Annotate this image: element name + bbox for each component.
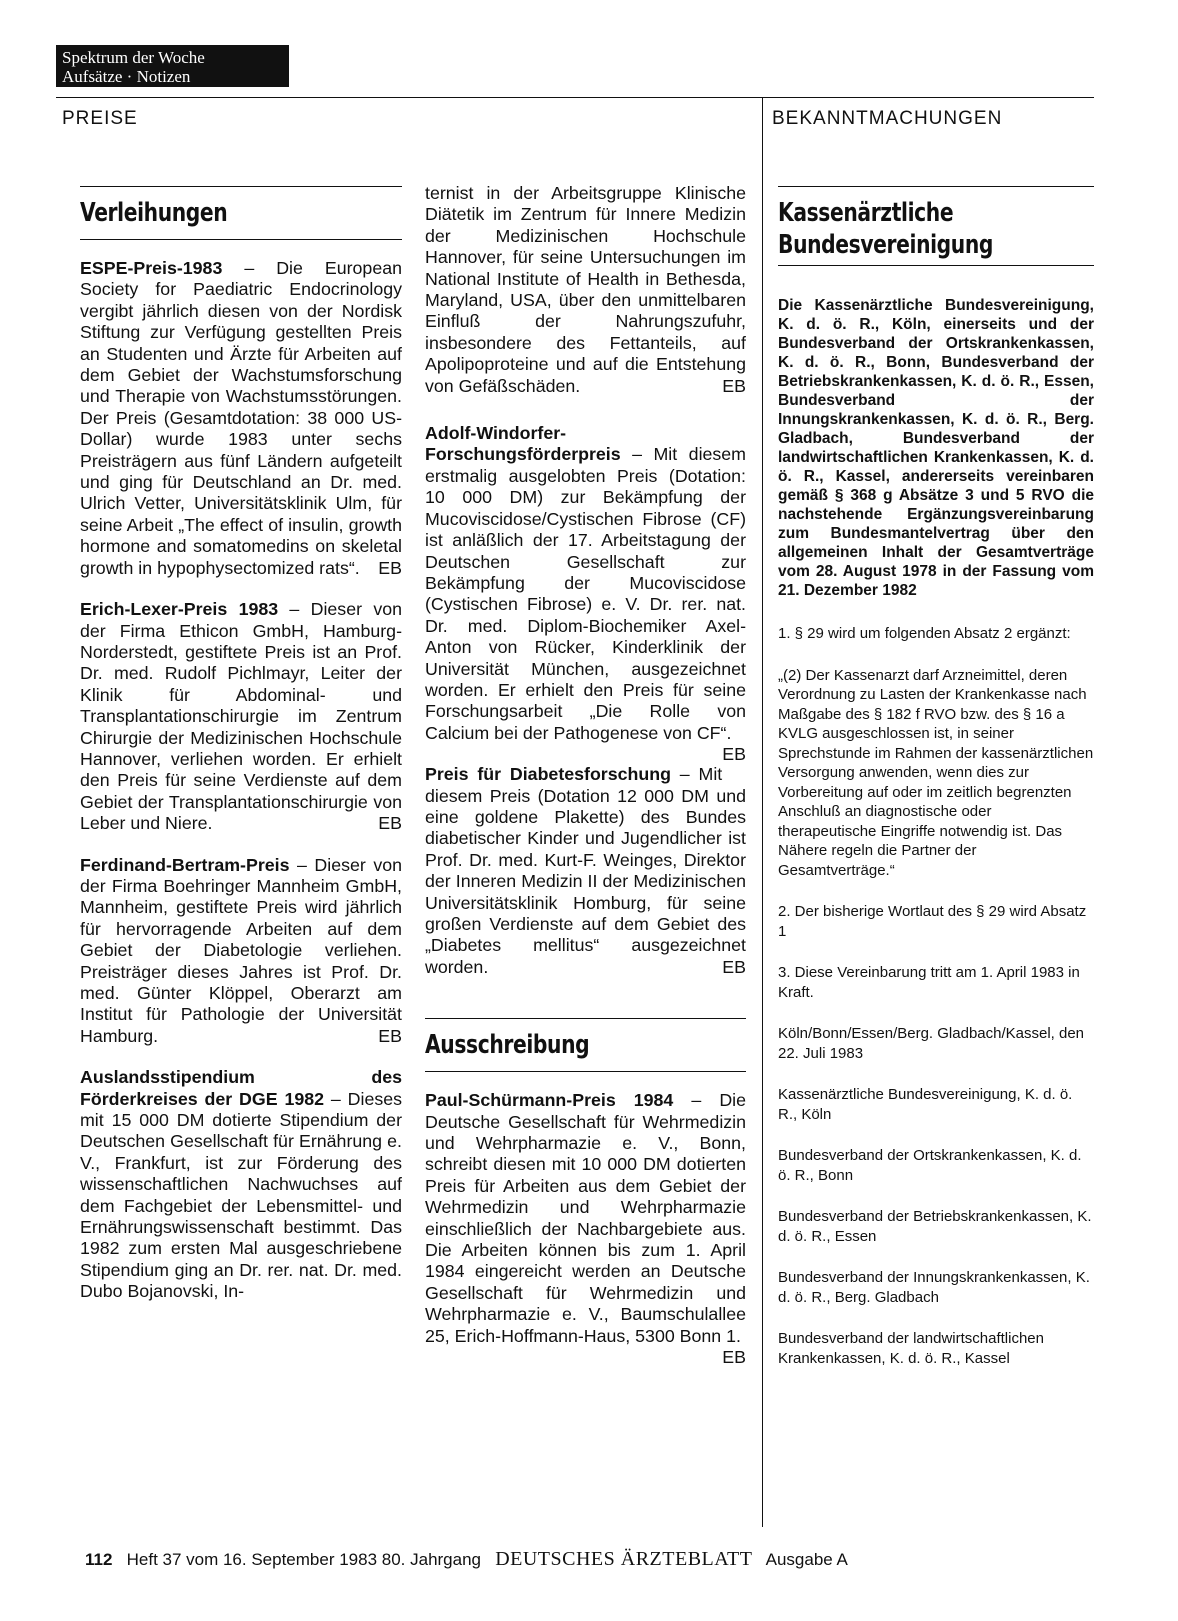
author-initials: EB [722, 1347, 746, 1368]
page-number: 112 [85, 1550, 113, 1569]
heading-line-1: Kassenärztliche [778, 198, 954, 228]
article-diabetes [425, 764, 746, 978]
article-title: Erich-Lexer-Preis 1983 [80, 599, 279, 620]
header-line-2: Aufsätze · Notizen [62, 67, 191, 86]
rule [778, 186, 1094, 187]
signatory-aok: Bundesverband der Ortskrankenkassen, K. d. ö. R., Bonn [778, 1147, 1082, 1184]
article-text: – Die Deutsche Gesellschaft für Wehrmedizin und Wehrpharmazie e. V., Bonn, schreibt diesen mit 10 000 DM dotierten Preis für Arbeiten aus dem Gebiet der Wehrmedizin und Wehrpharmazie einschließlich der Nachbargebiete aus. Die Arbeiten können bis zum 1. April 1984 eingereicht werden an Deutsche Gesellschaft für Wehrmedizin und Wehrpharmazie e. V., Baumschulallee 25, Erich-Hoffmann-Haus, 5300 Bonn 1. [425, 1090, 747, 1346]
article-bertram [80, 855, 402, 1048]
rule [778, 265, 1094, 266]
footer [85, 1548, 848, 1571]
author-initials: EB [722, 956, 746, 977]
heading-kbv [778, 197, 1024, 261]
article-text: – Mit diesem Preis (Dotation 12 000 DM und eine goldene Plakette) des Bundes diabetischer Kinder und Jugendlicher ist Prof. Dr. med. Kurt-F. Weinges, Direktor der Inneren Medizin II der Medizinischen Universitätsklinik Homburg, für seine großen Verdienste auf dem Gebiet des „Diabetes mellitus“ ausgezeichnet worden. [425, 764, 746, 977]
issue-info: Heft 37 vom 16. September 1983 80. Jahrgang [126, 1550, 482, 1569]
article-espe [80, 258, 402, 579]
heading-line-2: Bundesvereinigung [778, 230, 994, 260]
article-text: – Dieser von der Firma Boehringer Mannheim GmbH, Mannheim, gestiftete Preis wird jährlich für hervorragende Arbeiten auf dem Gebiet der Diabetologie verliehen. Preisträger dieses Jahres ist Prof. Dr. med. Günter Klöppel, Oberarzt am Institut für Pathologie der Universität Hamburg. [80, 854, 402, 1046]
author-initials: EB [722, 375, 746, 396]
signatory-lkk: Bundesverband der landwirtschaftlichen Krankenkassen, K. d. ö. R., Kassel [778, 1330, 1044, 1367]
column-divider [762, 97, 763, 1527]
article-text: – Die European Society for Paediatric Endocrinology vergibt jährlich diesen von der Nordisk Stiftung zur Verfügung gestellten Preis an Studenten und Ärzte für Arbeiten auf dem Gebiet der Wachstumsforschung und Therapie von Wachstumsstörungen. Der Preis (Gesamtdotation: 38 000 US-Dollar) wurde 1983 unter sechs Preisträgern aus fünf Ländern aufgeteilt und ging für Deutschland an Dr. med. Ulrich Vetter, Universitätsklinik Ulm, für seine Arbeit „The effect of insulin, growth hormone and somatomedins on skeletal growth in hypophysectomized rats“. [80, 258, 402, 578]
signatory-bkk: Bundesverband der Betriebskrankenkassen, K. d. ö. R., Essen [778, 1208, 1092, 1245]
clause-2: 2. Der bisherige Wortlaut des § 29 wird Absatz 1 [778, 903, 1087, 940]
rule [80, 186, 402, 187]
article-title: Ferdinand-Bertram-Preis [80, 854, 290, 875]
article-windorfer [425, 423, 746, 765]
article-title: Paul-Schürmann-Preis 1984 [425, 1090, 674, 1111]
author-initials: EB [378, 1025, 402, 1046]
label-bekanntmachungen: BEKANNTMACHUNGEN [772, 108, 1003, 129]
column-3 [778, 186, 1094, 1390]
place-date: Köln/Bonn/Essen/Berg. Gladbach/Kassel, den 22. Juli 1983 [778, 1025, 1085, 1062]
article-text: – Dieses mit 15 000 DM dotierte Stipendium der Deutschen Gesellschaft für Ernährung e. V., Frankfurt, ist zur Förderung des wissenschaftlichen Nachwuchses auf dem Fachgebiet der Lebensmittel- und Ernährungswissenschaft bestimmt. Das 1982 zum ersten Mal ausgeschriebene Stipendium ging an Dr. rer. nat. Dr. med. Dubo Bojanovski, In- [80, 1088, 403, 1302]
article-text: ternist in der Arbeitsgruppe Klinische Diätetik im Zentrum für Innere Medizin der Medizinischen Hochschule Hannover, für seine Untersuchungen im National Institute of Health in Bethesda, Maryland, USA, über den unmittelbaren Einfluß der Nahrungszufuhr, insbesondere des Fettanteils, auf Apolipoproteine und auf die Entstehung von Gefäßschäden. [425, 183, 746, 396]
header-line-1: Spektrum der Woche [62, 48, 205, 67]
author-initials: EB [722, 744, 746, 765]
section-header-box [56, 45, 289, 87]
article-text: – Mit diesem erstmalig ausgelobten Preis (Dotation: 10 000 DM) zur Bekämpfung der Mucoviscidose/Cystischen Fibrose (CF) ist anläßlich der 17. Arbeitstagung der Deutschen Gesellschaft zur Bekämpfung der Mucoviscidose (Cystischen Fibrose) e. V. Dr. rer. nat. Dr. med. Diplom-Biochemiker Axel-Anton von Rücker, Kinderklinik der Universität München, ausgezeichnet worden. Er erhielt den Preis für seine Forschungsarbeit „Die Rolle von Calcium bei der Pathogenese von CF“. [425, 444, 746, 743]
article-lexer [80, 599, 402, 834]
article-dge [80, 1067, 402, 1302]
rule [425, 1071, 746, 1072]
article-text: – Dieser von der Firma Ethicon GmbH, Hamburg-Norderstedt, gestiftete Preis ist an Prof. Dr. med. Rudolf Pichlmayr, Leiter der Klinik für Abdominal- und Transplantationschirurgie im Zentrum Chirurgie der Medizinischen Hochschule Hannover, verliehen worden. Er erhielt den Preis für seine Verdienste auf dem Gebiet der Transplantationschirurgie von Leber und Niere. [80, 599, 402, 834]
intro-text: Die Kassenärztliche Bundesvereinigung, K. d. ö. R., Köln, einerseits und der Bundesverband der Ortskrankenkassen, K. d. ö. R., Bonn, Bundesverband der Betriebskrankenkassen, K. d. ö. R., Essen, Bundesverband der Innungskrankenkassen, K. d. ö. R., Berg. Gladbach, Bundesverband der landwirtschaftlichen Krankenkassen, K. d. ö. R., Kassel, andererseits vereinbaren gemäß § 368 g Absätze 3 und 5 RVO die nachstehende Ergänzungsvereinbarung zum Bundesmantelvertrag über den allgemeinen Inhalt der Gesamtverträge vom 28. August 1978 in der Fassung vom 21. Dezember 1982 [778, 297, 1094, 599]
author-initials: EB [378, 557, 402, 578]
article-title: Auslandsstipendium des Förderkreises der DGE 1982 [80, 1067, 402, 1109]
rule [80, 239, 402, 240]
signatory-kbv: Kassenärztliche Bundesvereinigung, K. d. ö. R., Köln [778, 1086, 1073, 1123]
article-title: ESPE-Preis-1983 [80, 258, 223, 278]
article-schuermann [425, 1090, 747, 1368]
signatory-ikk: Bundesverband der Innungskrankenkassen, K. d. ö. R., Berg. Gladbach [778, 1269, 1090, 1306]
article-title: Preis für Diabetesforschung [425, 764, 671, 785]
column-1 [80, 186, 402, 1323]
edition: Ausgabe A [765, 1550, 848, 1569]
label-preise: PREISE [62, 108, 138, 129]
column-2 [425, 183, 746, 1369]
top-rule [56, 97, 1094, 98]
article-title: Adolf-Windorfer-Forschungsförderpreis [425, 423, 621, 465]
clause-1: 1. § 29 wird um folgenden Absatz 2 ergänzt: [778, 625, 1071, 642]
clause-3: 3. Diese Vereinbarung tritt am 1. April 1983 in Kraft. [778, 964, 1080, 1001]
heading-ausschreibung: Ausschreibung [425, 1030, 590, 1061]
author-initials: EB [378, 813, 402, 834]
journal-title: DEUTSCHES ÄRZTEBLATT [495, 1548, 753, 1570]
clause-quote: „(2) Der Kassenarzt darf Arzneimittel, deren Verordnung zu Lasten der Krankenkasse nach Maßgabe des § 182 f RVO bzw. des § 16 a KVLG ausgeschlossen ist, in seiner Sprechstunde im Rahmen der kassenärztlichen Versorgung anwenden, wenn dies zur Vorbereitung auf oder im zeitlich begrenzten Anschluß an diagnostische oder therapeutische Eingriffe notwendig ist. Das Nähere regeln die Partner der Gesamtverträge.“ [778, 666, 1094, 879]
heading-verleihungen: Verleihungen [80, 198, 228, 228]
article-dge-continued [425, 183, 746, 397]
rule [425, 1018, 746, 1019]
